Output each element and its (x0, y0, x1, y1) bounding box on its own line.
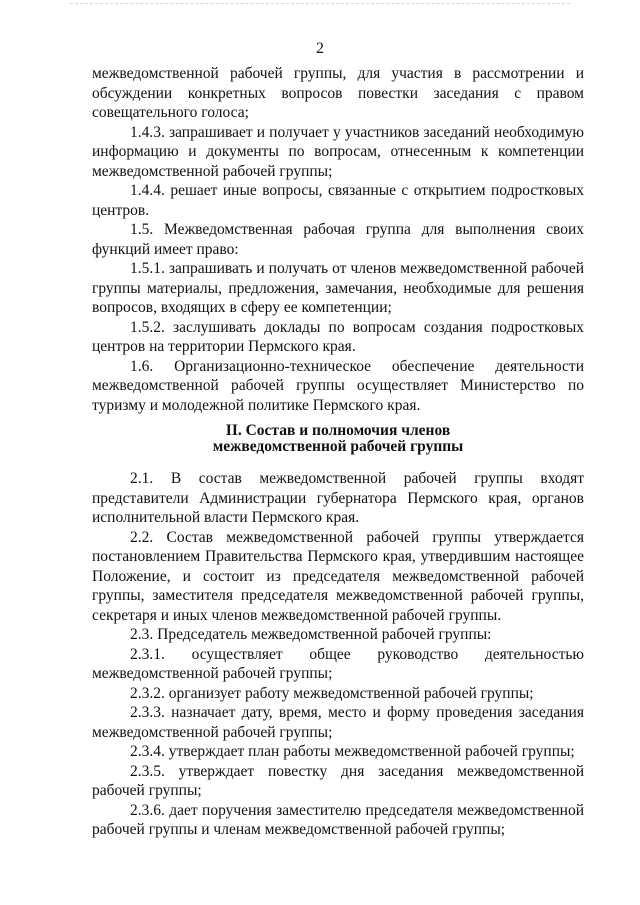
paragraph-1-6: 1.6. Организационно-техническое обеспечение деятельности межведомственной рабочей группы осуществляет Министерство по туризму и молодежной политике Пермского края. (92, 357, 584, 414)
paragraph-1-4-3: 1.4.3. запрашивает и получает у участников заседаний необходимую информацию и документы по вопросам, отнесенным к компетенции межведомственной рабочей группы; (92, 123, 584, 180)
paragraph-2-3-2: 2.3.2. организует работу межведомственной рабочей группы; (130, 684, 534, 702)
paragraph-1-4-4: 1.4.4. решает иные вопросы, связанные с открытием подростковых центров. (92, 182, 584, 219)
paragraph-2-1: 2.1. В состав межведомственной рабочей группы входят представители Администрации губернатора Пермского края, органов исполнительной власти Пермского края. (92, 470, 584, 526)
section-heading-line-2: межведомственной рабочей группы (212, 438, 464, 455)
paragraph-2-3-3: 2.3.3. назначает дату, время, место и форму проведения заседания межведомственной рабочей группы; (92, 704, 584, 741)
section-heading-line-1: II. Состав и полномочия членов (225, 422, 451, 439)
paragraph-2-3-1: 2.3.1. осуществляет общее руководство деятельностью межведомственной рабочей группы; (92, 645, 584, 682)
page-number: 2 (316, 40, 324, 57)
paragraph-2-2: 2.2. Состав межведомственной рабочей группы утверждается постановлением Правительства Пермского края, утвердившим настоящее Положение, и состоит из председателя межведомственной рабочей группы, заместителя председателя межведомственной рабочей группы, секретаря и иных членов межведомственной рабочей группы. (92, 528, 584, 624)
paragraph-2-3-5: 2.3.5. утверждает повестку дня заседания межведомственной рабочей группы; (92, 762, 584, 799)
paragraph-2-3: 2.3. Председатель межведомственной рабочей группы: (130, 626, 492, 643)
paragraph-1-5-2: 1.5.2. заслушивать доклады по вопросам создания подростковых центров на территории Пермского края. (92, 318, 584, 355)
scan-edge (70, 3, 570, 6)
heading-spacer (92, 455, 584, 469)
paragraph-2-3-6: 2.3.6. дает поручения заместителю председателя межведомственной рабочей группы и членам межведомственной рабочей группы; (92, 801, 584, 838)
section-heading (92, 423, 584, 455)
paragraph-2-3-4: 2.3.4. утверждает план работы межведомственной рабочей группы; (130, 743, 575, 760)
document-body (92, 64, 584, 840)
paragraph-1-5: 1.5. Межведомственная рабочая группа для выполнения своих функций имеет право: (92, 221, 584, 258)
paragraph-continuation: межведомственной рабочей группы, для участия в рассмотрении и обсуждении конкретных вопросов повестки заседания с правом совещательного голоса; (92, 65, 584, 121)
paragraph-1-5-1: 1.5.1. запрашивать и получать от членов межведомственной рабочей группы материалы, предложения, замечания, необходимые для решения вопросов, входящих в сферу ее компетенции; (92, 260, 584, 316)
